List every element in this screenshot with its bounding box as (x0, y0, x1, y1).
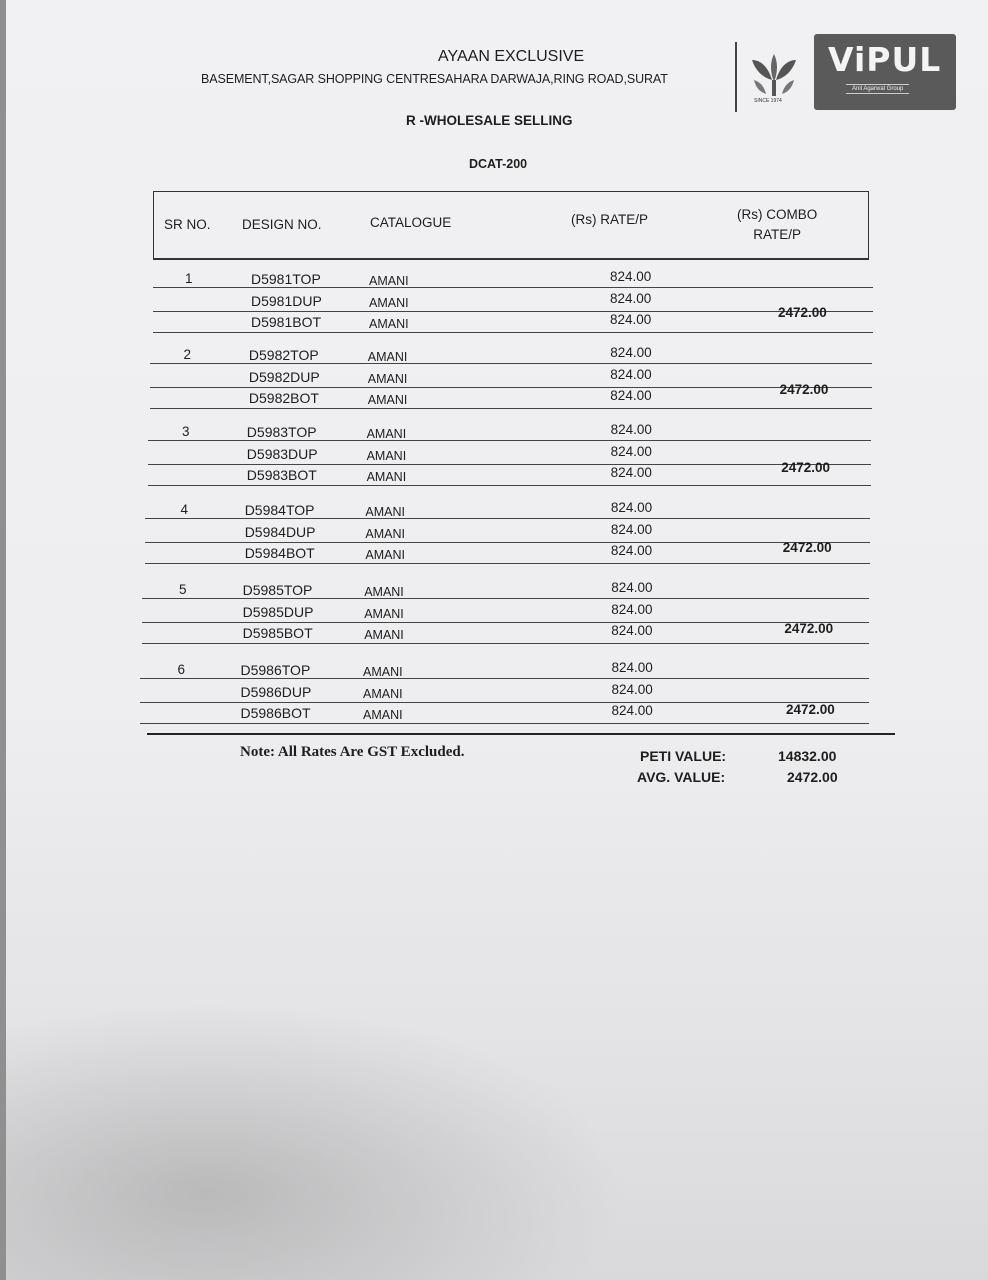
design-number: D5982BOT (248, 390, 319, 406)
row-divider (148, 440, 872, 441)
row-divider (150, 408, 872, 409)
column-header-rate: (Rs) RATE/P (571, 212, 648, 227)
table-bottom-rule (147, 733, 895, 735)
design-number: D5985DUP (242, 603, 314, 620)
combo-rate-value: 2472.00 (784, 620, 834, 636)
catalogue-name: AMANI (367, 350, 408, 364)
logo-brand-text: ViPUL (828, 40, 942, 79)
catalogue-name: AMANI (366, 470, 407, 484)
catalogue-name: AMANI (366, 448, 407, 463)
rate-value: 824.00 (610, 388, 652, 403)
design-number: D5981BOT (251, 314, 322, 330)
sr-number: 6 (177, 662, 186, 677)
row-divider (153, 287, 873, 288)
catalogue-code: DCAT-200 (469, 157, 528, 171)
combo-rate-value: 2472.00 (781, 460, 830, 476)
design-number: D5985BOT (242, 625, 313, 641)
design-number: D5983TOP (246, 424, 317, 440)
row-divider (142, 622, 869, 623)
catalogue-name: AMANI (365, 505, 405, 519)
catalogue-name: AMANI (364, 606, 404, 621)
catalogue-name: AMANI (367, 371, 408, 386)
rate-value: 824.00 (610, 521, 653, 537)
rate-value: 824.00 (610, 269, 652, 284)
catalogue-name: AMANI (363, 708, 403, 722)
rate-value: 824.00 (611, 601, 653, 617)
selling-type: R -WHOLESALE SELLING (406, 113, 573, 128)
logo-since: SINCE 1974 (754, 98, 782, 104)
rate-value: 824.00 (611, 580, 653, 595)
avg-value: 2472.00 (787, 769, 838, 785)
design-number: D5984BOT (244, 545, 315, 561)
column-header-combo-line2: RATE/P (753, 227, 801, 242)
rate-value: 824.00 (610, 465, 652, 480)
rate-value: 824.00 (611, 623, 653, 638)
rate-value: 824.00 (610, 422, 652, 437)
gst-note: Note: All Rates Are GST Excluded. (240, 744, 465, 760)
row-divider (148, 485, 872, 486)
row-divider (145, 542, 870, 543)
design-number: D5984TOP (244, 502, 315, 518)
design-number: D5983DUP (246, 445, 318, 462)
row-divider (142, 598, 869, 599)
design-number: D5986DUP (240, 683, 312, 700)
photo-shadow (6, 1000, 626, 1280)
company-address: BASEMENT,SAGAR SHOPPING CENTRESAHARA DARWAJA,RING ROAD,SURAT (201, 72, 668, 86)
catalogue-name: AMANI (367, 393, 408, 407)
row-divider (140, 678, 869, 679)
combo-rate-value: 2472.00 (779, 382, 829, 398)
row-divider (148, 464, 872, 465)
sr-number: 5 (179, 582, 187, 597)
rate-value: 824.00 (610, 312, 652, 327)
column-header-combo-line1: (Rs) COMBO (737, 207, 818, 222)
sr-number: 1 (185, 271, 193, 286)
row-divider (140, 702, 869, 703)
design-number: D5982DUP (248, 368, 320, 385)
row-divider (140, 723, 869, 724)
row-divider (153, 332, 873, 333)
catalogue-name: AMANI (364, 628, 404, 642)
catalogue-name: AMANI (366, 427, 407, 441)
catalogue-name: AMANI (364, 585, 404, 599)
sr-number: 4 (180, 502, 189, 517)
sr-number: 3 (182, 424, 190, 439)
row-divider (150, 387, 872, 388)
catalogue-name: AMANI (363, 686, 403, 701)
column-header-sr: SR NO. (164, 217, 211, 232)
leaf-emblem-icon (746, 46, 802, 106)
company-name: AYAAN EXCLUSIVE (438, 48, 585, 65)
rate-value: 824.00 (611, 681, 653, 697)
column-header-combo (737, 205, 817, 245)
vipul-logo (732, 40, 956, 114)
avg-value-label: AVG. VALUE: (637, 769, 726, 785)
catalogue-name: AMANI (369, 274, 409, 288)
rate-value: 824.00 (611, 703, 653, 718)
design-number: D5985TOP (242, 582, 313, 598)
logo-tagline: Anil Agarwal Group (846, 84, 909, 94)
design-number: D5982TOP (248, 347, 319, 363)
peti-value-label: PETI VALUE: (640, 748, 727, 764)
rate-value: 824.00 (610, 500, 653, 515)
design-number: D5983BOT (246, 467, 317, 483)
rate-value: 824.00 (610, 290, 652, 306)
rate-value: 824.00 (610, 543, 653, 558)
catalogue-name: AMANI (369, 295, 409, 310)
rate-value: 824.00 (610, 443, 652, 459)
design-number: D5986TOP (240, 662, 311, 678)
combo-rate-value: 2472.00 (782, 539, 832, 555)
row-divider (142, 643, 869, 644)
rate-value: 824.00 (610, 366, 652, 382)
peti-value: 14832.00 (778, 748, 837, 764)
rate-value: 824.00 (610, 345, 652, 360)
combo-rate-value: 2472.00 (778, 305, 827, 320)
design-number: D5981TOP (251, 271, 321, 287)
catalogue-name: AMANI (365, 526, 405, 541)
row-divider (145, 563, 870, 564)
row-divider (153, 311, 873, 312)
column-header-catalogue: CATALOGUE (370, 215, 452, 230)
sr-number: 2 (183, 347, 192, 362)
rate-value: 824.00 (611, 660, 653, 675)
design-number: D5981DUP (251, 292, 322, 309)
catalogue-name: AMANI (365, 548, 405, 562)
design-number: D5986BOT (240, 705, 311, 721)
catalogue-name: AMANI (363, 665, 403, 679)
column-header-design: DESIGN NO. (242, 217, 322, 232)
combo-rate-value: 2472.00 (786, 702, 835, 717)
design-number: D5984DUP (244, 523, 316, 540)
catalogue-name: AMANI (369, 317, 409, 331)
row-divider (145, 518, 870, 519)
row-divider (150, 363, 872, 364)
logo-brand-plate (814, 34, 956, 110)
